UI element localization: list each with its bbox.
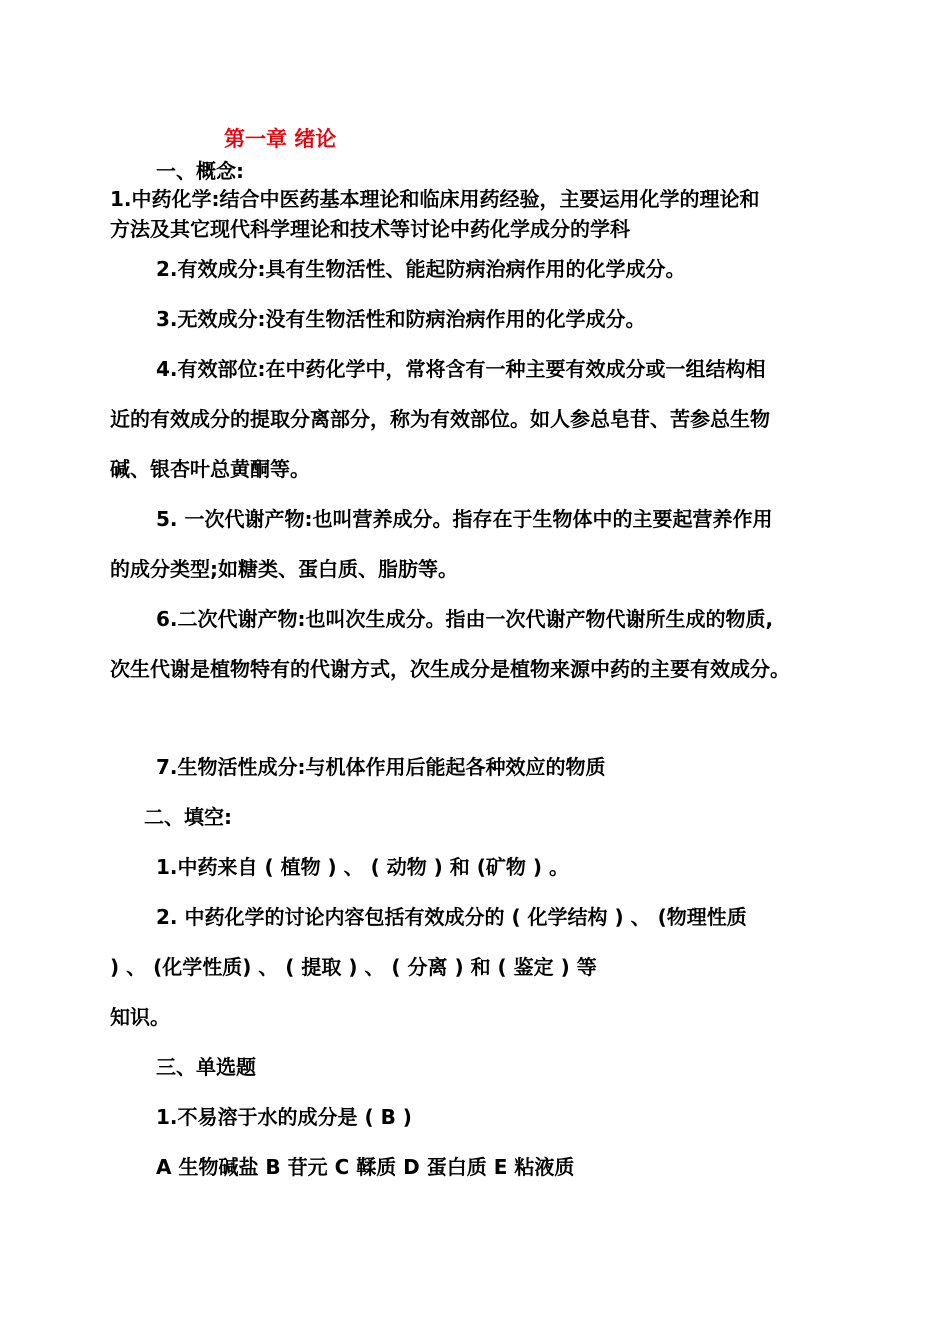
definition-4-line-3: 碱、银杏叶总黄酮等。 [110, 457, 310, 481]
definition-4-line-2: 近的有效成分的提取分离部分，称为有效部位。如人参总皂苷、苦参总生物 [110, 407, 770, 431]
definition-1-line-1: 1.中药化学:结合中医药基本理论和临床用药经验，主要运用化学的理论和 [110, 187, 760, 211]
definition-5-line-2: 的成分类型;如糖类、蛋白质、脂肪等。 [110, 557, 458, 581]
definition-6-line-2: 次生代谢是植物特有的代谢方式，次生成分是植物来源中药的主要有效成分。 [110, 657, 790, 681]
fill-question-2-line-2: ) 、 (化学性质) 、 ( 提取 ) 、 ( 分离 ) 和 ( 鉴定 ) 等 [110, 955, 597, 979]
definition-3: 3.无效成分:没有生物活性和防病治病作用的化学成分。 [156, 307, 646, 331]
definition-6-line-1: 6.二次代谢产物:也叫次生成分。指由一次代谢产物代谢所生成的物质, [156, 607, 774, 631]
fill-question-2-line-1: 2. 中药化学的讨论内容包括有效成分的 ( 化学结构 ) 、 (物理性质 [156, 905, 747, 929]
choice-question-1: 1.不易溶于水的成分是 ( B ) [156, 1105, 412, 1129]
definition-7: 7.生物活性成分:与机体作用后能起各种效应的物质 [156, 755, 606, 779]
chapter-title: 第一章 绪论 [224, 127, 337, 151]
definition-2: 2.有效成分:具有生物活性、能起防病治病作用的化学成分。 [156, 257, 686, 281]
section-heading-fill-in: 二、填空: [144, 805, 232, 829]
fill-question-1: 1.中药来自 ( 植物 ) 、 ( 动物 ) 和 (矿物 ) 。 [156, 855, 569, 879]
definition-5-line-1: 5. 一次代谢产物:也叫营养成分。指存在于生物体中的主要起营养作用 [156, 507, 773, 531]
definition-1-line-2: 方法及其它现代科学理论和技术等讨论中药化学成分的学科 [110, 217, 630, 241]
definition-4-line-1: 4.有效部位:在中药化学中，常将含有一种主要有效成分或一组结构相 [156, 357, 766, 381]
choice-question-1-options: A 生物碱盐 B 苷元 C 鞣质 D 蛋白质 E 粘液质 [156, 1155, 575, 1179]
section-heading-concepts: 一、概念: [156, 159, 244, 183]
section-heading-single-choice: 三、单选题 [156, 1055, 256, 1079]
fill-question-2-line-3: 知识。 [110, 1005, 170, 1029]
